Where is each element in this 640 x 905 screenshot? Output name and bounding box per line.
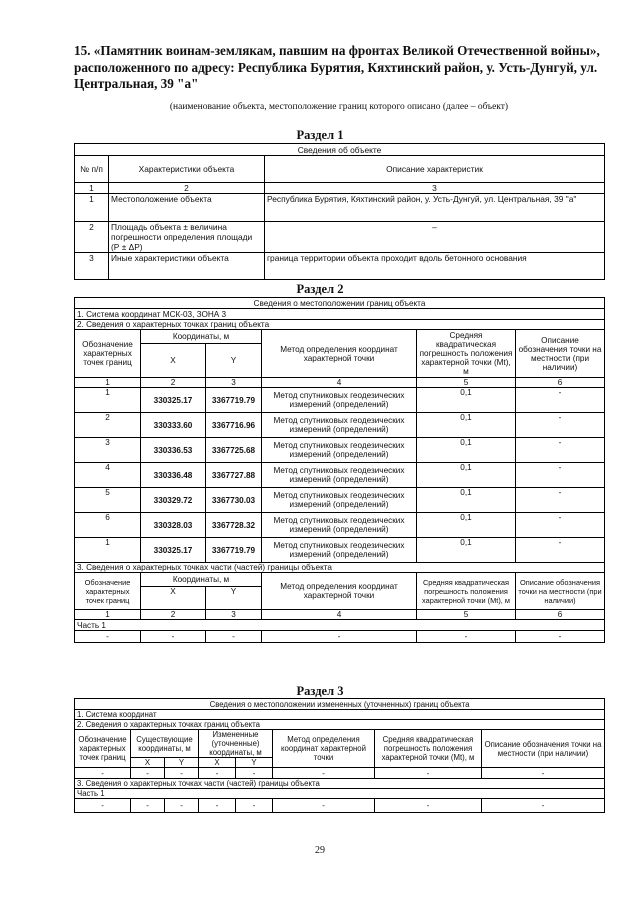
section1-table xyxy=(74,143,605,280)
table-row: 6 330328.03 3367728.32 Метод спутниковых геодезических измерений (определений) 0,1 - xyxy=(75,513,605,538)
table-row: 5 330329.72 3367730.03 Метод спутниковых геодезических измерений (определений) 0,1 - xyxy=(75,488,605,513)
section3-table-title: Сведения о местоположении измененных (уточненных) границ объекта xyxy=(75,699,605,710)
part-label: Часть 1 xyxy=(75,789,605,799)
section2-table-title: Сведения о местоположении границ объекта xyxy=(75,298,605,309)
parts-header: 3. Сведения о характерных точках части (частей) границы объекта xyxy=(75,563,605,573)
parts-header: 3. Сведения о характерных точках части (частей) границы объекта xyxy=(75,779,605,789)
part-label: Часть 1 xyxy=(75,620,605,631)
col-char-header: Характеристики объекта xyxy=(109,156,265,183)
h-y: Y xyxy=(206,344,262,378)
points-header: 2. Сведения о характерных точках границ объекта xyxy=(75,720,605,730)
col-desc-header: Описание характеристик xyxy=(265,156,605,183)
points-header: 2. Сведения о характерных точках границ объекта xyxy=(75,320,605,330)
h-desc: Описание обозначения точки на местности (при наличии) xyxy=(516,330,605,378)
object-title: 15. «Памятник воинам-землякам, павшим на фронтах Великой Отечественной войны», расположенного по адресу: Республика Бурятия, Кяхтинский район, у. Усть-Дунгуй, ул. Центральная, 39 "а" xyxy=(74,43,600,91)
section2-heading: Раздел 2 xyxy=(296,282,344,296)
section2-table: Сведения о местоположении границ объекта 1. Система координат МСК-03, ЗОНА 3 2. Сведения о характерных точках границ объекта Обозначение характерных точек границ Координаты, м Метод определения координат характерной точки Средняя квадратическая погрешность положения характерной точки (Mt), м Описание обозначения точки на местности (при наличии) X Y 1 2 3 4 5 6 1 330325.17 3367719.79 Метод спутниковых геодезических измерений (определений) 0,1 - 2 330333.60 3367716.96 Метод спутниковых геодезических измерений (определений) 0,1 - 3 330336.53 3367725.68 Метод спутниковых геодезических измерений (определений) 0,1 - 4 330336.48 3367727.88 Метод спутниковых геодезических измерений (определений) 0,1 - 5 330329.72 3367730.03 Метод спутниковых геодезических измерений (определений) 0,1 - 6 330328.03 3367728.32 Метод спутниковых геодезических измерений (определений) 0,1 - 1 330325.17 3367719.79 Метод спутниковых геодезических измерений (определений) 0,1 - 3. Сведения о характерных точках части (частей) границы объекта Обозначение характерных точек границ Координаты, м Метод определения координат характерной точки Средняя квадратическая погрешность положения характерной точки (Mt), м Описание обозначения точки на местности (при наличии) X Y 1 2 3 4 5 6 Часть 1 - - - - - - xyxy=(74,297,605,643)
col-num-header: № п/п xyxy=(75,156,109,183)
page-number: 29 xyxy=(315,845,325,856)
table-row: 1 330325.17 3367719.79 Метод спутниковых геодезических измерений (определений) 0,1 - xyxy=(75,538,605,563)
index-cell: 2 xyxy=(109,183,265,194)
coord-system: 1. Система координат xyxy=(75,710,605,720)
section3-table: Сведения о местоположении измененных (уточненных) границ объекта 1. Система координат 2. Сведения о характерных точках границ объекта Обозначение характерных точек границ Существующие координаты, м Измененные (уточненные) координаты, м Метод определения координат характерной точки Средняя квадратическая погрешность положения характерной точки (Mt), м Описание обозначения точки на местности (при наличии) X Y X Y - - - - - - - - 3. Сведения о характерных точках части (частей) границы объекта Часть 1 - - - - - - - - xyxy=(74,698,605,813)
index-cell: 6 xyxy=(516,378,605,388)
h-point: Обозначение характерных точек границ xyxy=(75,330,141,378)
table-row: 2 Площадь объекта ± величина погрешности определения площади (Р ± ΔР) – xyxy=(75,222,605,253)
index-cell: 1 xyxy=(75,183,109,194)
section1-table-title: Сведения об объекте xyxy=(75,144,605,156)
table-row: - - - - - - - - xyxy=(75,799,605,813)
table-row: 1 330325.17 3367719.79 Метод спутниковых геодезических измерений (определений) 0,1 - xyxy=(75,388,605,413)
index-cell: 1 xyxy=(75,378,141,388)
coord-system: 1. Система координат МСК-03, ЗОНА 3 xyxy=(75,309,605,320)
table-row: 4 330336.48 3367727.88 Метод спутниковых геодезических измерений (определений) 0,1 - xyxy=(75,463,605,488)
table-row: 3 330336.53 3367725.68 Метод спутниковых геодезических измерений (определений) 0,1 - xyxy=(75,438,605,463)
index-cell: 3 xyxy=(206,378,262,388)
table-row: - - - - - - - - xyxy=(75,768,605,779)
section3-heading: Раздел 3 xyxy=(296,684,344,698)
title-caption: (наименование объекта, местоположение границ которого описано (далее – объект) xyxy=(169,102,509,112)
table-row: - - - - - - xyxy=(75,631,605,643)
table-row: 1 Местоположение объекта Республика Бурятия, Кяхтинский район, у. Усть-Дунгуй, ул. Центральная, 39 "а" xyxy=(75,194,605,222)
h-coords: Координаты, м xyxy=(141,330,262,344)
index-cell: 3 xyxy=(265,183,605,194)
table-row: 2 330333.60 3367716.96 Метод спутниковых геодезических измерений (определений) 0,1 - xyxy=(75,413,605,438)
h-x: X xyxy=(141,344,206,378)
index-cell: 2 xyxy=(141,378,206,388)
section1-heading: Раздел 1 xyxy=(296,128,344,142)
table-row: 3 Иные характеристики объекта граница территории объекта проходит вдоль бетонного основания xyxy=(75,253,605,280)
index-cell: 5 xyxy=(417,378,516,388)
h-error: Средняя квадратическая погрешность положения характерной точки (Mt), м xyxy=(417,330,516,378)
h-method: Метод определения координат характерной точки xyxy=(262,330,417,378)
index-cell: 4 xyxy=(262,378,417,388)
